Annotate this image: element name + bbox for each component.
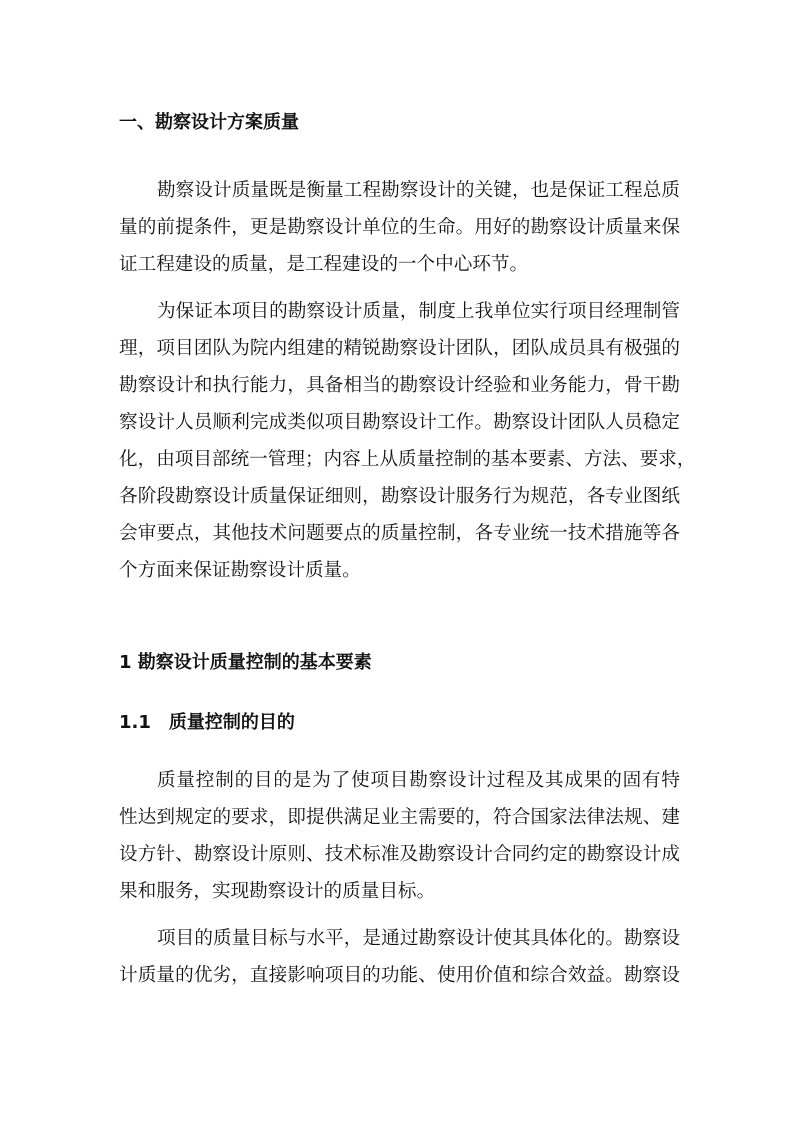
paragraph-line: 为保证本项目的勘察设计质量，制度上我单位实行项目经理制管 [157,301,680,322]
paragraph-line: 性达到规定的要求，即提供满足业主需要的，符合国家法律法规、建 [119,807,680,828]
paragraph-line: 项目的质量目标与水平，是通过勘察设计使其具体化的。勘察设 [157,928,680,949]
paragraph-line: 察设计人员顺利完成类似项目勘察设计工作。勘察设计团队人员稳定 [119,412,680,433]
paragraph-line: 计质量的优劣，直接影响项目的功能、使用价值和综合效益。勘察设 [119,965,680,986]
paragraph-line: 理，项目团队为院内组建的精锐勘察设计团队，团队成员具有极强的 [119,338,680,359]
paragraph-line: 证工程建设的质量，是工程建设的一个中心环节。 [119,254,529,275]
paragraph-line: 质量控制的目的是为了使项目勘察设计过程及其成果的固有特 [157,770,680,791]
paragraph-line: 各阶段勘察设计质量保证细则，勘察设计服务行为规范，各专业图纸 [119,486,680,507]
paragraph-line: 设方针、勘察设计原则、技术标准及勘察设计合同约定的勘察设计成 [119,844,680,865]
paragraph-line: 个方面来保证勘察设计质量。 [119,560,361,581]
subsection-heading: 1 勘察设计质量控制的基本要素 [119,652,372,673]
paragraph-line: 量的前提条件，更是勘察设计单位的生命。用好的勘察设计质量来保 [119,217,680,238]
subsubsection-heading: 1.1 质量控制的目的 [119,712,295,733]
paragraph-line: 勘察设计质量既是衡量工程勘察设计的关键，也是保证工程总质 [157,180,680,201]
paragraph-line: 化，由项目部统一管理；内容上从质量控制的基本要素、方法、要求， [119,449,696,470]
paragraph-line: 会审要点，其他技术问题要点的质量控制，各专业统一技术措施等各 [119,523,680,544]
section-heading: 一、勘察设计方案质量 [119,112,299,133]
paragraph-line: 勘察设计和执行能力，具备相当的勘察设计经验和业务能力，骨干勘 [119,375,680,396]
paragraph-line: 果和服务，实现勘察设计的质量目标。 [119,881,436,902]
